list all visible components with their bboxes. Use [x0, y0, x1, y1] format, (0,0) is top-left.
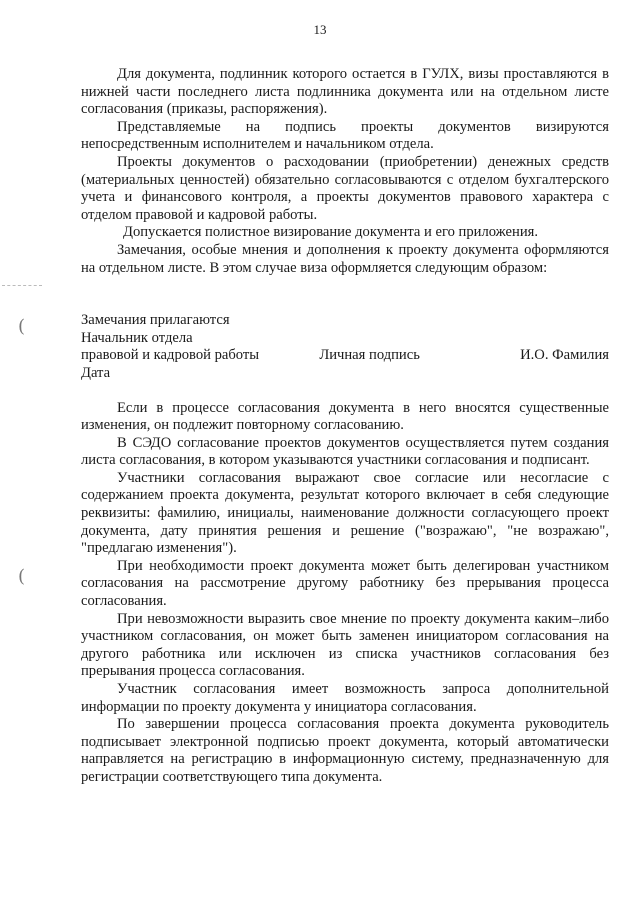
page-number: 13 — [313, 22, 327, 37]
visa-example — [81, 312, 609, 382]
paragraph: Участник согласования имеет возможность запроса дополнительной информации по проекту документа у инициатора согласования. — [81, 681, 609, 715]
margin-scan-mark — [2, 285, 42, 286]
paragraph: При невозможности выразить свое мнение по проекту документа каким–либо участником согласования, он может быть заменен инициатором согласования на другого работника или исключен из списка участников согласования без прерывания процесса согласования. — [81, 610, 609, 680]
paragraph: Представляемые на подпись проекты документов визируются непосредственным исполнителем и начальником отдела. — [81, 118, 609, 153]
paragraph: Проекты документов о расходовании (приобретении) денежных средств (материальных ценностей) обязательно согласовываются с отделом бухгалтерского учета и финансового контроля, а проекты документов правового характера с отделом правовой и кадровой работы. — [81, 153, 609, 223]
paragraph: Допускается полистное визирование документа и его приложения. — [123, 224, 539, 241]
document-body — [81, 66, 609, 787]
paragraph: Для документа, подлинник которого остается в ГУЛХ, визы проставляются в нижней части последнего листа подлинника документа или на отдельном листе согласования (приказы, распоряжения). — [81, 66, 609, 118]
hole-punch-mark: ( — [18, 316, 26, 337]
visa-signature: Личная подпись — [319, 347, 420, 364]
visa-title-line: Начальник отдела — [81, 329, 193, 346]
paragraph: При необходимости проект документа может быть делегирован участником согласования на рассмотрение другому работнику без прерывания процесса согласования. — [81, 557, 609, 610]
visa-name: И.О. Фамилия — [520, 347, 609, 364]
visa-remarks-line: Замечания прилагаются — [81, 312, 230, 329]
paragraph: По завершении процесса согласования проекта документа руководитель подписывает электронной подписью проект документа, который автоматически направляется на регистрацию в информационную систему, предназначенную для регистрации соответствующего типа документа. — [81, 716, 609, 785]
hole-punch-mark: ( — [18, 566, 26, 587]
paragraph: В СЭДО согласование проектов документов осуществляется путем создания листа согласования, в котором указываются участники согласования и подписант. — [81, 434, 609, 469]
paragraph: Если в процессе согласования документа в него вносятся существенные изменения, он подлежит повторному согласованию. — [81, 399, 609, 434]
visa-signature-row — [81, 347, 609, 365]
paragraph: Участники согласования выражают свое согласие или несогласие с содержанием проекта документа, результат которого включает в себя следующие реквизиты: фамилию, инициалы, наименование должности согласующего проект документа, дату принятия решения и решение ("возражаю", "не возражаю", "предлагаю изменения"). — [81, 469, 609, 557]
visa-position: правовой и кадровой работы — [81, 347, 260, 364]
visa-date: Дата — [81, 364, 111, 381]
paragraph: Замечания, особые мнения и дополнения к проекту документа оформляются на отдельном листе. В этом случае виза оформляется следующим образом: — [81, 241, 609, 276]
